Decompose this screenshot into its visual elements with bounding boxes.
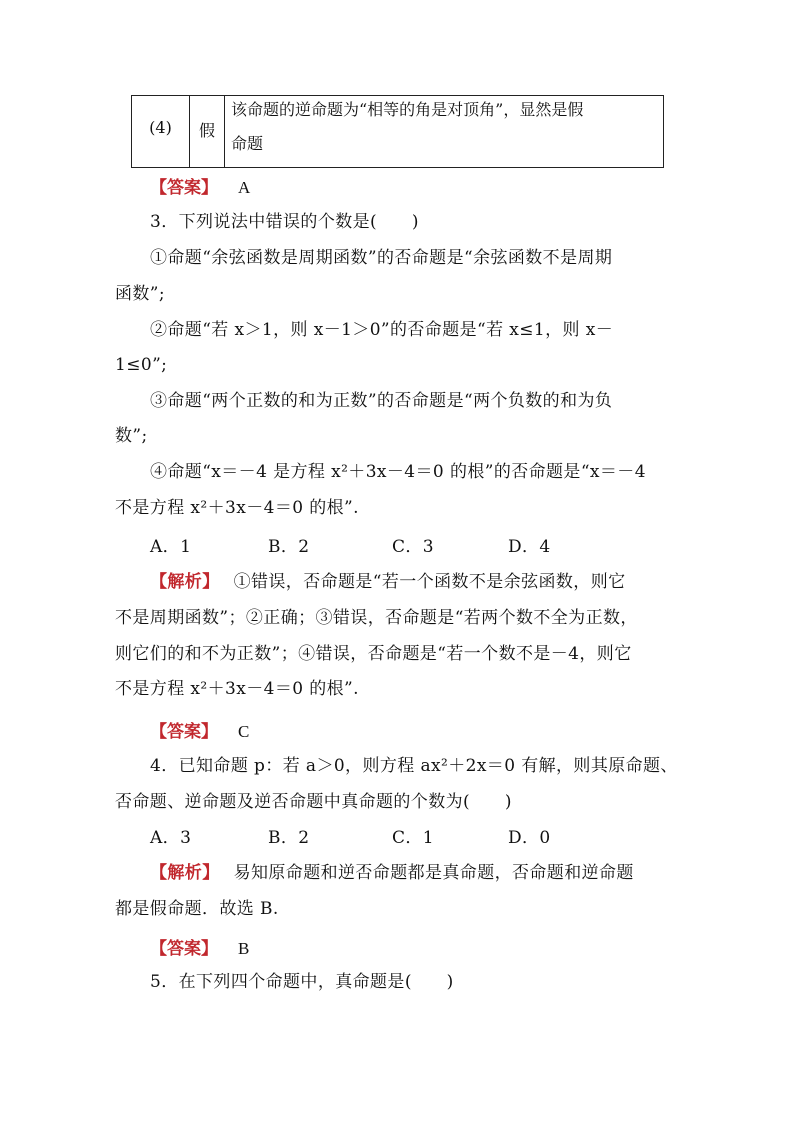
explanation-line-1: 该命题的逆命题为“相等的角是对顶角”，显然是假 [231, 100, 584, 119]
analysis-tag: 【解析】 [150, 572, 220, 592]
q4-option-c: C．1 [392, 828, 435, 848]
q2-answer-row [150, 173, 250, 198]
q3-answer-row [150, 717, 249, 742]
table-cell-truth [190, 96, 225, 167]
q4-option-d: D．0 [508, 828, 551, 848]
q3-item3-line1: ③命题“两个正数的和为正数”的否命题是“两个负数的和为负 [150, 391, 613, 411]
q4-analysis-text1: 易知原命题和逆否命题都是真命题，否命题和逆命题 [233, 863, 634, 883]
q4-answer-value: B [238, 939, 250, 958]
q3-item4-line2: 不是方程 x²＋3x－4＝0 的根”. [115, 498, 359, 518]
q2-answer-value: A [238, 178, 251, 197]
q3-item3-line2: 数”; [115, 426, 148, 446]
q3-option-c: C．3 [392, 537, 435, 557]
q3-item1-line2: 函数”; [115, 284, 166, 304]
q3-analysis-line2: 不是周期函数”；②正确；③错误，否命题是“若两个数不全为正数， [115, 608, 638, 628]
q3-answer-value: C [238, 722, 250, 741]
q4-stem-line1: 4．已知命题 p：若 a＞0，则方程 ax²＋2x＝0 有解，则其原命题、 [150, 756, 678, 776]
q3-item2-line1: ②命题“若 x＞1，则 x－1＞0”的否命题是“若 x≤1，则 x－ [150, 320, 614, 340]
truth-table-row [131, 95, 664, 168]
q3-analysis-line4: 不是方程 x²＋3x－4＝0 的根”. [115, 679, 359, 699]
table-cell-explanation [225, 96, 663, 167]
q4-analysis-line2: 都是假命题．故选 B. [115, 899, 279, 919]
q3-option-b: B．2 [268, 537, 310, 557]
truth-value: 假 [198, 121, 215, 140]
analysis-tag: 【解析】 [150, 863, 220, 883]
q5-stem: 5．在下列四个命题中，真命题是( ) [150, 972, 454, 992]
q3-option-d: D．4 [508, 537, 551, 557]
answer-tag: 【答案】 [150, 722, 218, 742]
row-number: (4) [149, 118, 172, 137]
q4-option-b: B．2 [268, 828, 310, 848]
q3-option-a: A．1 [150, 537, 192, 557]
q4-answer-row [150, 934, 249, 959]
q3-analysis-text1: ①错误，否命题是“若一个函数不是余弦函数，则它 [233, 572, 626, 592]
q4-option-a: A．3 [150, 828, 192, 848]
q3-item1-line1: ①命题“余弦函数是周期函数”的否命题是“余弦函数不是周期 [150, 248, 613, 268]
q3-analysis-line1 [150, 570, 626, 594]
table-cell-number [132, 96, 190, 167]
q3-analysis-line3: 则它们的和不为正数”；④错误，否命题是“若一个数不是－4，则它 [115, 644, 632, 664]
answer-tag: 【答案】 [150, 939, 218, 959]
q3-item4-line1: ④命题“x＝－4 是方程 x²＋3x－4＝0 的根”的否命题是“x＝－4 [150, 462, 646, 482]
q4-stem-line2: 否命题、逆命题及逆否命题中真命题的个数为( ) [115, 792, 512, 812]
answer-tag: 【答案】 [150, 178, 218, 198]
q3-stem: 3．下列说法中错误的个数是( ) [150, 212, 419, 232]
q4-analysis-line1 [150, 861, 634, 885]
explanation-line-2: 命题 [231, 134, 264, 153]
q3-item2-line2: 1≤0”; [115, 355, 168, 375]
